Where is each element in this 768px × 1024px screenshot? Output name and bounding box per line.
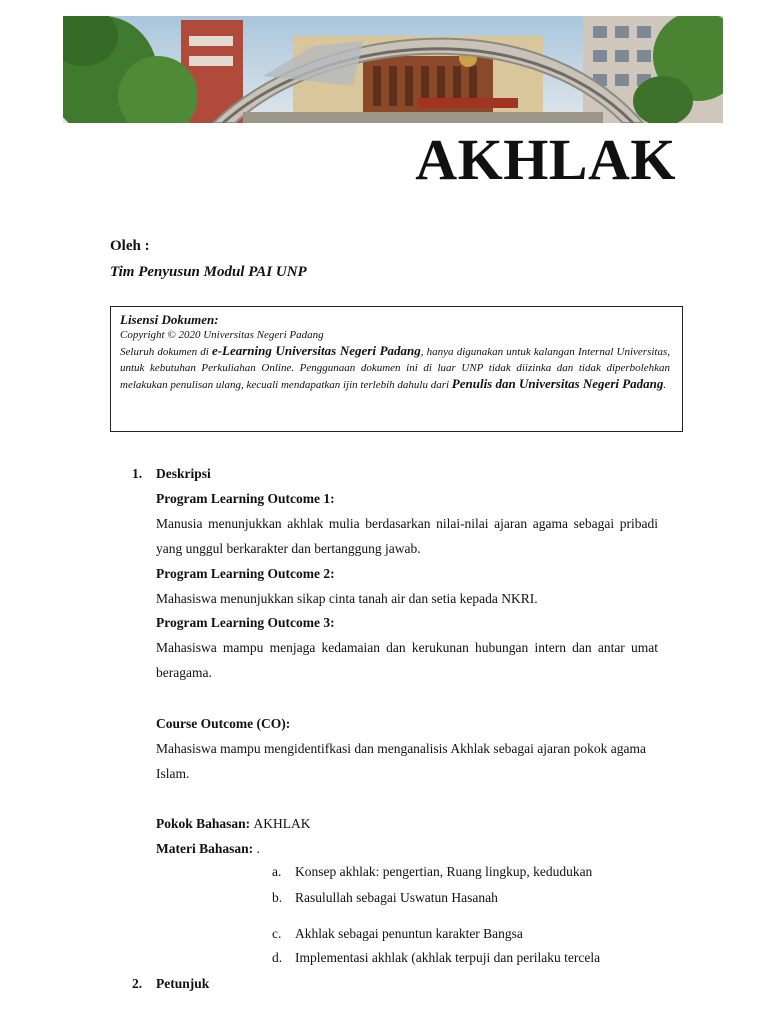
license-body: [120, 343, 670, 393]
materi-item: [272, 950, 600, 966]
plo1-text: Manusia menunjukkan akhlak mulia berdasarkan nilai-nilai ajaran agama sebagai pribadi yang unggul berkarakter dan bertanggung jawab.: [156, 516, 658, 556]
license-copyright: Copyright © 2020 Universitas Negeri Padang: [120, 329, 324, 341]
materi-value: .: [256, 841, 260, 856]
license-highlight-2: Penulis dan Universitas Negeri Padang: [451, 376, 664, 391]
plo3-label: Program Learning Outcome 3:: [156, 615, 335, 630]
license-text-2: , hanya digunakan untuk kalangan Internal Universitas, untuk kebutuhan Perkuliahan Online. Penggunaan dokumen ini di luar UNP tidak diizinka dan tidak diperbolehkan melakukan penulisan ulang, kecuali mendapatkan ijin terlebih dahulu dari: [120, 346, 671, 391]
author-prefix: Tim Penyusun Modul: [110, 264, 245, 280]
license-box: [110, 306, 683, 432]
materi-item-letter: a.: [272, 864, 282, 879]
header-banner-image: [63, 16, 723, 123]
plo2-text: Mahasiswa menunjukkan sikap cinta tanah air dan setia kepada NKRI.: [156, 591, 538, 606]
materi-item: [272, 926, 523, 942]
materi-item-text: Implementasi akhlak (akhlak terpuji dan perilaku tercela: [295, 950, 601, 965]
license-text-3: .: [663, 379, 667, 391]
materi-item: [272, 864, 592, 880]
materi-item-text: Konsep akhlak: pengertian, Ruang lingkup, kedudukan: [295, 864, 593, 879]
plo2-label: Program Learning Outcome 2:: [156, 566, 335, 581]
author-line: [110, 264, 307, 281]
materi-item-letter: c.: [272, 926, 282, 941]
section-1-title: Deskripsi: [156, 466, 211, 481]
section-2-heading: [132, 976, 209, 992]
materi-item-letter: d.: [272, 950, 283, 965]
pokok-value: AKHLAK: [253, 816, 311, 831]
materi-label: Materi Bahasan:: [156, 841, 254, 856]
plo3-text: Mahasiswa mampu menjaga kedamaian dan kerukunan hubungan intern dan antar umat beragama.: [156, 640, 658, 680]
materi-bahasan: [156, 841, 260, 857]
materi-item-text: Rasulullah sebagai Uswatun Hasanah: [295, 890, 498, 905]
section-1-heading: [132, 466, 211, 482]
license-highlight-1: e-Learning Universitas Negeri Padang: [211, 343, 421, 358]
oleh-label: Oleh :: [110, 238, 150, 254]
document-title: AKHLAK: [415, 127, 676, 192]
license-heading: Lisensi Dokumen:: [120, 312, 219, 327]
plo1-label: Program Learning Outcome 1:: [156, 491, 335, 506]
license-text-1: Seluruh dokumen di: [120, 346, 209, 358]
co-text: Mahasiswa mampu mengidentifkasi dan menganalisis Akhlak sebagai ajaran pokok agama Islam.: [156, 741, 646, 781]
section-2-number: 2.: [132, 976, 143, 991]
materi-item: [272, 890, 498, 906]
section-2-title: Petunjuk: [156, 976, 210, 991]
section-1-number: 1.: [132, 466, 143, 481]
co-label: Course Outcome (CO):: [156, 716, 291, 731]
pokok-label: Pokok Bahasan:: [156, 816, 251, 831]
materi-item-text: Akhlak sebagai penuntun karakter Bangsa: [295, 926, 523, 941]
pokok-bahasan: [156, 816, 311, 832]
author-suffix: PAI UNP: [248, 264, 307, 280]
materi-item-letter: b.: [272, 890, 283, 905]
